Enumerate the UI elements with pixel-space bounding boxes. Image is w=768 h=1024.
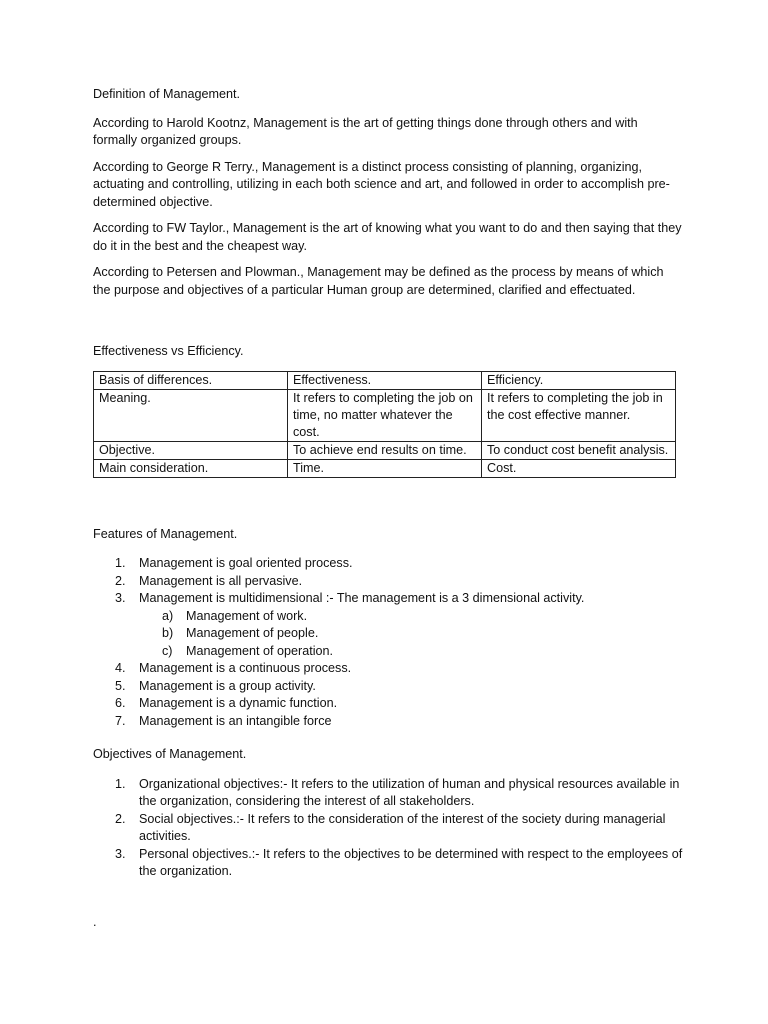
list-number: 2.: [115, 573, 126, 588]
table-cell: Objective.: [94, 441, 288, 459]
list-item: [93, 660, 683, 678]
list-item-text: Management is an intangible force: [139, 713, 332, 728]
list-item: [93, 555, 683, 573]
list-number: 3.: [115, 846, 126, 861]
list-item-text: Management is a group activity.: [139, 678, 316, 693]
table-cell: Main consideration.: [94, 459, 288, 477]
definition-taylor: According to FW Taylor., Management is the art of knowing what you want to do and then saying that they do it in the best and the cheapest way.: [93, 221, 682, 253]
table-header-row: [94, 371, 676, 389]
features-list: [93, 555, 683, 730]
list-item: [93, 590, 683, 608]
table-header-cell: Basis of differences.: [94, 371, 288, 389]
document-body: [93, 86, 683, 881]
sub-list-item: [93, 643, 683, 661]
list-item: [93, 695, 683, 713]
table-header-cell: Efficiency.: [482, 371, 676, 389]
sub-list-item: [93, 625, 683, 643]
table-cell: Time.: [288, 459, 482, 477]
list-item-text: Management is multidimensional :- The management is a 3 dimensional activity.: [139, 591, 585, 605]
table-header-cell: Effectiveness.: [288, 371, 482, 389]
sub-list-item: [93, 608, 683, 626]
list-letter: a): [162, 608, 174, 623]
definition-petersen-plowman: According to Petersen and Plowman., Management may be defined as the process by means of which the purpose and objectives of a particular Human group are determined, clarified and effectuated.: [93, 265, 664, 297]
table-cell: Cost.: [482, 459, 676, 477]
table-cell: To achieve end results on time.: [288, 441, 482, 459]
table-cell: To conduct cost benefit analysis.: [482, 441, 676, 459]
list-item-text: Management of operation.: [186, 643, 334, 658]
list-number: 3.: [115, 591, 126, 605]
list-number: 5.: [115, 678, 126, 693]
comparison-heading: Effectiveness vs Efficiency.: [93, 344, 244, 358]
definition-terry: According to George R Terry., Management is a distinct process consisting of planning, organizing, actuating and controlling, utilizing in each both science and art, and followed in order to accomplish pre-determined objective.: [93, 159, 670, 209]
list-number: 7.: [115, 713, 126, 728]
table-row: [94, 459, 676, 477]
list-item: [93, 713, 683, 731]
list-number: 2.: [115, 811, 126, 826]
list-item: [93, 776, 683, 811]
comparison-table: [93, 371, 676, 478]
list-letter: b): [162, 626, 174, 640]
list-number: 4.: [115, 661, 126, 675]
definition-heading: Definition of Management.: [93, 87, 241, 101]
list-item-text: Management of people.: [186, 626, 319, 640]
list-number: 1.: [115, 776, 126, 791]
list-item-text: Management is goal oriented process.: [139, 556, 353, 570]
list-letter: c): [162, 643, 173, 658]
list-item: [93, 573, 683, 591]
list-item-text: Management is a dynamic function.: [139, 696, 338, 710]
list-item-text: Social objectives.:- It refers to the consideration of the interest of the society during managerial activities.: [139, 811, 666, 843]
objectives-heading: Objectives of Management.: [93, 747, 247, 761]
list-item-text: Management is all pervasive.: [139, 573, 303, 588]
table-row: [94, 441, 676, 459]
trailing-mark: .: [93, 915, 97, 929]
list-number: 6.: [115, 696, 126, 710]
table-cell: It refers to completing the job on time, no matter whatever the cost.: [288, 389, 482, 441]
list-number: 1.: [115, 556, 126, 570]
list-item: [93, 811, 683, 846]
list-item-text: Management is a continuous process.: [139, 661, 352, 675]
table-row: [94, 389, 676, 441]
list-item-text: Personal objectives.:- It refers to the objectives to be determined with respect to the employees of the organization.: [139, 846, 683, 878]
list-item-text: Organizational objectives:- It refers to the utilization of human and physical resources available in the organization, considering the interest of all stakeholders.: [139, 776, 680, 808]
objectives-list: [93, 776, 683, 881]
features-heading: Features of Management.: [93, 526, 238, 541]
table-cell: Meaning.: [94, 389, 288, 441]
list-item-text: Management of work.: [186, 608, 308, 623]
definition-koontz: According to Harold Kootnz, Management is the art of getting things done through others and with formally organized groups.: [93, 115, 638, 147]
table-cell: It refers to completing the job in the cost effective manner.: [482, 389, 676, 441]
list-item: [93, 846, 683, 881]
list-item: [93, 678, 683, 696]
